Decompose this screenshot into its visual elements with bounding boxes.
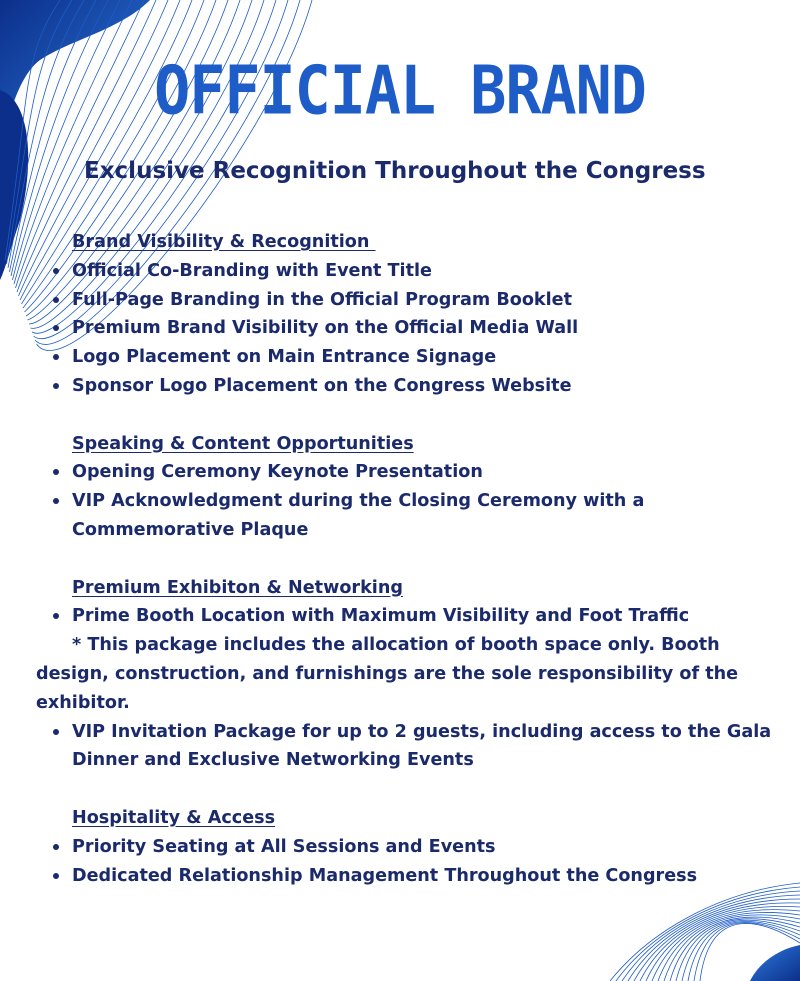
list-item: VIP Acknowledgment during the Closing Ceremony with a Commemorative Plaque: [72, 487, 786, 545]
list-item: Official Co-Branding with Event Title: [72, 257, 786, 286]
list-item: Premium Brand Visibility on the Official Media Wall: [72, 314, 786, 343]
list-item: Sponsor Logo Placement on the Congress Website: [72, 372, 786, 401]
list-item: Logo Placement on Main Entrance Signage: [72, 343, 786, 372]
section-heading-hospitality: Hospitality & Access: [72, 807, 276, 828]
page-title: OFFICIAL BRAND: [154, 52, 646, 131]
list-item: Opening Ceremony Keynote Presentation: [72, 458, 786, 487]
booth-space-note: * This package includes the allocation of booth space only. Booth design, construction, and furnishings are the sole responsibility of the exhibitor.: [36, 635, 739, 713]
speaking-list: [36, 458, 786, 544]
list-item: Prime Booth Location with Maximum Visibility and Foot Traffic: [72, 602, 786, 631]
list-item: VIP Invitation Package for up to 2 guests, including access to the Gala Dinner and Exclusive Networking Events: [72, 718, 786, 776]
benefits-content: [36, 228, 786, 890]
section-heading-speaking: Speaking & Content Opportunities: [72, 433, 414, 454]
hospitality-list: [36, 833, 786, 891]
exhibition-list-continued: [36, 718, 786, 776]
exhibition-list: [36, 602, 786, 631]
list-item: Full-Page Branding in the Official Program Booklet: [72, 286, 786, 315]
brand-visibility-list: [36, 257, 786, 401]
list-item: Priority Seating at All Sessions and Events: [72, 833, 786, 862]
page-subtitle: Exclusive Recognition Throughout the Congress: [84, 158, 706, 184]
list-item: Dedicated Relationship Management Throughout the Congress: [72, 862, 786, 891]
section-heading-exhibition: Premium Exhibiton & Networking: [72, 577, 403, 598]
section-heading-brand-visibility: Brand Visibility & Recognition: [72, 232, 376, 252]
